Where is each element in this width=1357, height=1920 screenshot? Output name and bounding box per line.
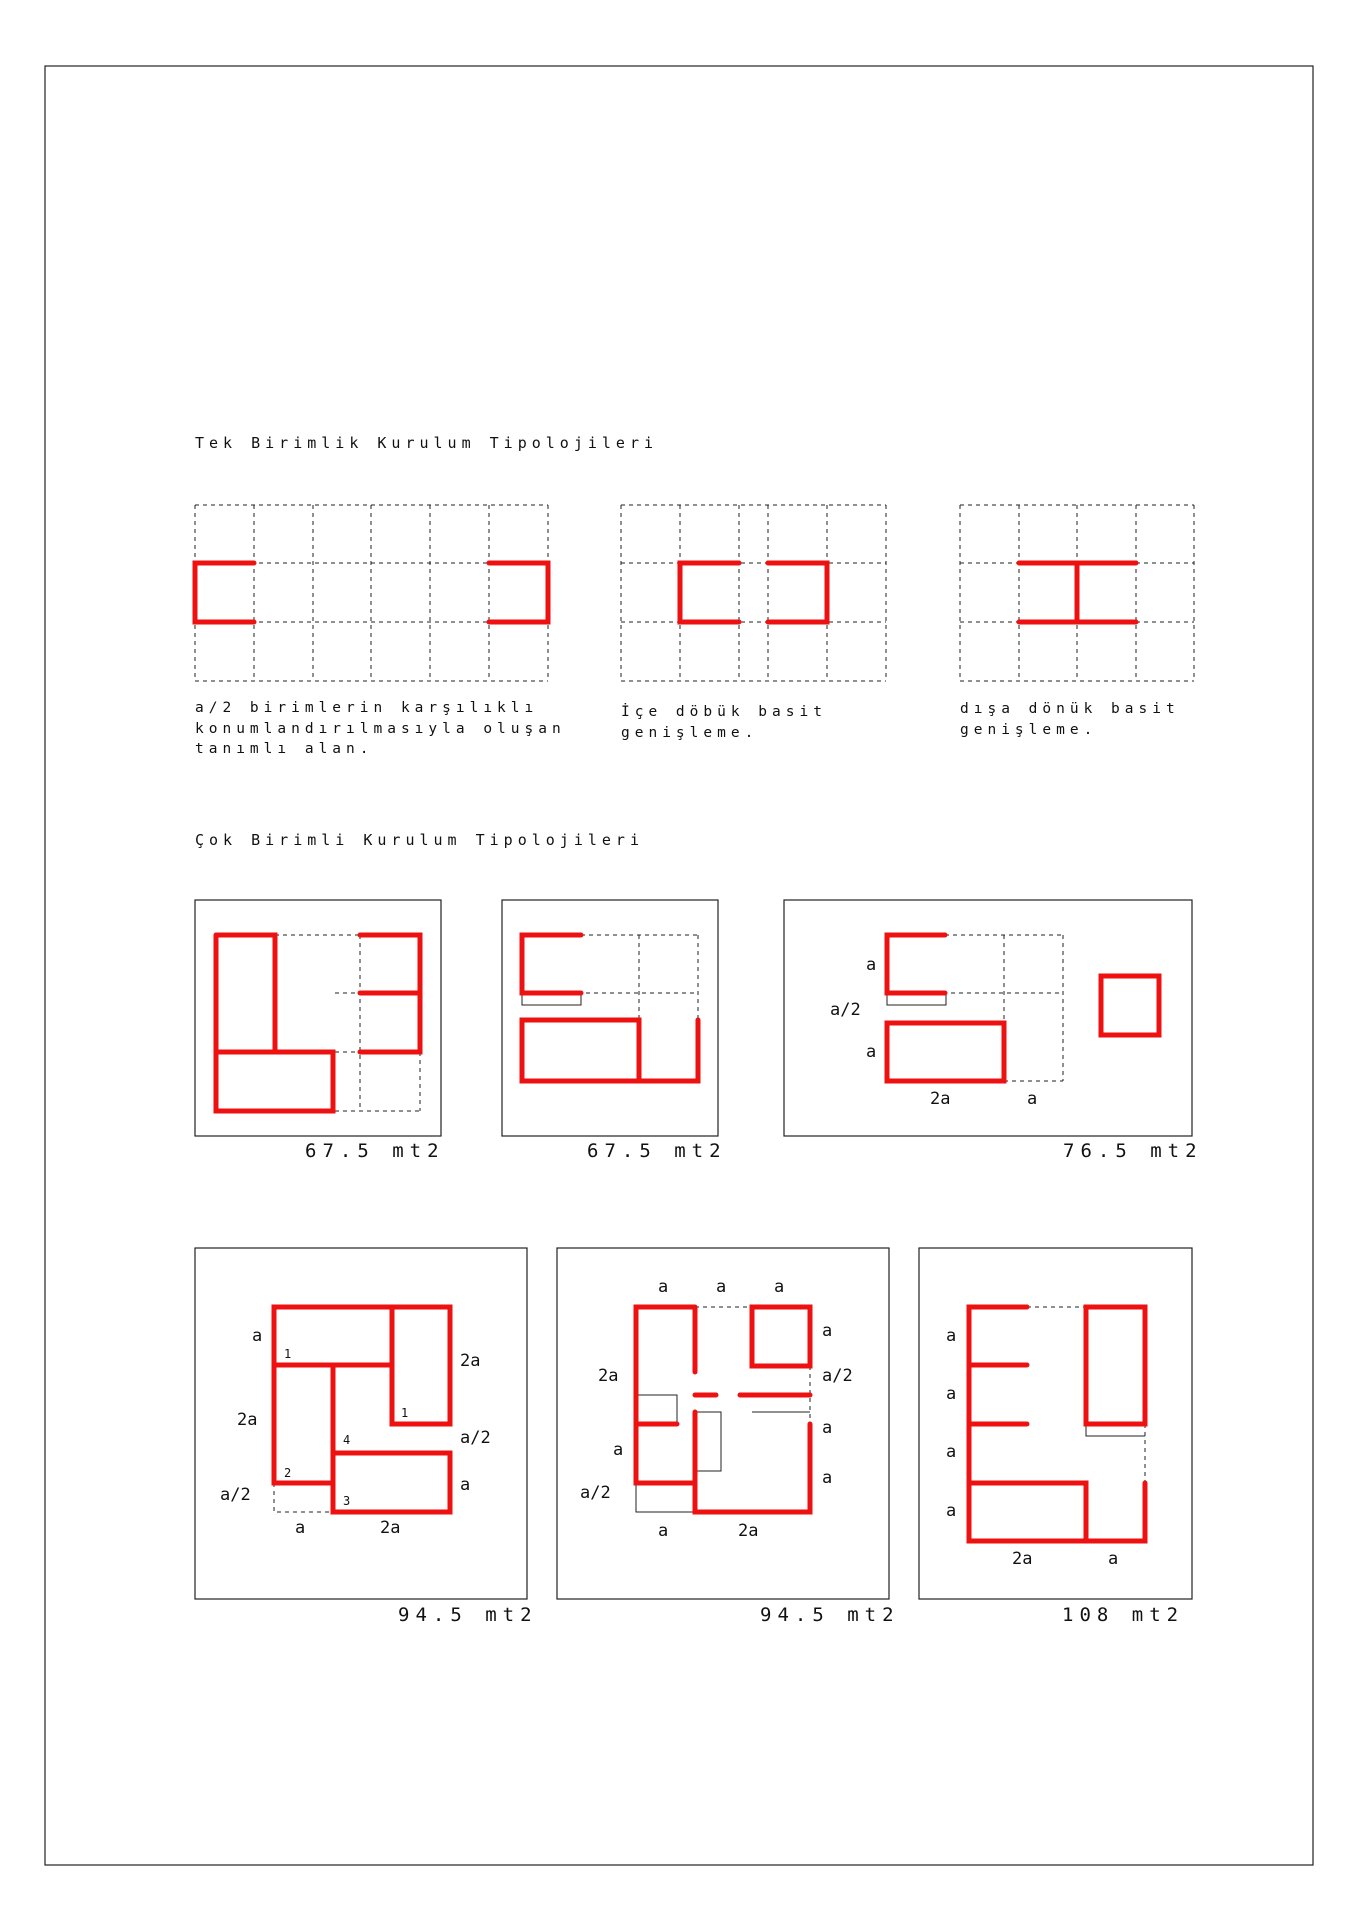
wall-bottom-unit: [522, 1020, 698, 1081]
dimension-label: 2a: [930, 1089, 951, 1109]
wall-top-bar: [274, 1307, 392, 1365]
dimension-label: a: [866, 955, 877, 975]
multi-unit-panel-3: [784, 900, 1203, 1162]
wall-bottom-unit: [969, 1483, 1145, 1541]
wall-rect-unit: [887, 1023, 1004, 1081]
dimension-label: a: [822, 1468, 833, 1488]
unit-number: 2: [284, 1466, 292, 1480]
dimension-label: 2a: [598, 1366, 619, 1386]
wall-unit-b: [768, 563, 827, 622]
unit-number: 1: [284, 1347, 292, 1361]
multi-unit-panel-6: [919, 1248, 1192, 1626]
dimension-label: a: [822, 1321, 833, 1341]
wall-main-unit: [695, 1412, 810, 1512]
wall-bottom-block: [333, 1453, 450, 1512]
wall-tall-unit: [1086, 1307, 1145, 1424]
dimension-label: a: [252, 1326, 263, 1346]
unit-number: 1: [401, 1406, 409, 1420]
dimension-label: 2a: [738, 1521, 759, 1541]
dimension-label: a: [822, 1418, 833, 1438]
single-unit-diagram-2: [621, 505, 886, 741]
dimension-label: a: [946, 1384, 957, 1404]
dimension-label: a/2: [830, 1000, 861, 1020]
dimension-label: 2a: [1012, 1549, 1033, 1569]
wall-unit-h: [1019, 563, 1136, 622]
wall-e-unit: [969, 1307, 1027, 1483]
wall-unit-right: [489, 563, 548, 622]
dimension-label: a: [946, 1442, 957, 1462]
multi-unit-heading: Çok Birimli Kurulum Tipolojileri: [195, 831, 644, 849]
wall-e-unit: [360, 935, 420, 1052]
dimension-label: 2a: [460, 1351, 481, 1371]
area-label: 108 mt2: [1062, 1604, 1185, 1626]
wall-c-unit: [887, 935, 945, 993]
wall-top-right-unit: [752, 1307, 810, 1366]
dimension-label: a: [866, 1042, 877, 1062]
caption-line: genişleme.: [960, 722, 1098, 738]
wall-square-unit: [1101, 976, 1159, 1035]
unit-number: 3: [343, 1494, 351, 1508]
dimension-label: a/2: [460, 1428, 491, 1448]
unit-number: 4: [343, 1433, 351, 1447]
dimension-label: a: [774, 1277, 785, 1297]
dimension-label: 2a: [380, 1518, 401, 1538]
dimension-label: 2a: [237, 1410, 258, 1430]
thin-outline: [636, 1395, 810, 1512]
dimension-label: a/2: [580, 1483, 611, 1503]
dimension-label: a/2: [220, 1485, 251, 1505]
dimension-label: a: [613, 1440, 624, 1460]
panel-frame: [919, 1248, 1192, 1599]
multi-unit-panel-2: [502, 900, 727, 1162]
caption-line: tanımlı alan.: [195, 741, 374, 757]
wall-unit-left: [195, 563, 254, 622]
grid-lines-1: [195, 505, 548, 681]
caption-line: a/2 birimlerin karşılıklı: [195, 700, 539, 716]
dimension-label: a: [1108, 1549, 1119, 1569]
area-label: 76.5 mt2: [1063, 1140, 1203, 1162]
page-border: [45, 66, 1313, 1865]
dimension-label: a: [716, 1277, 727, 1297]
dimension-label: a: [658, 1521, 669, 1541]
caption-line: genişleme.: [621, 725, 759, 741]
single-unit-diagram-3: [960, 505, 1194, 738]
caption-line: konumlandırılmasıyla oluşan: [195, 721, 566, 737]
area-label: 94.5 mt2: [398, 1604, 538, 1626]
wall-left-block: [274, 1365, 333, 1483]
caption-line: İçe döbük basit: [621, 704, 827, 720]
caption-line: dışa dönük basit: [960, 701, 1180, 717]
panel-grid: [887, 935, 1063, 1081]
dimension-label: a: [460, 1475, 471, 1495]
panel-grid: [522, 935, 698, 1020]
single-unit-heading: Tek Birimlik Kurulum Tipolojileri: [195, 434, 659, 452]
multi-unit-panel-1: [195, 900, 445, 1162]
dimension-label: a: [295, 1518, 306, 1538]
dimension-label: a: [1027, 1089, 1038, 1109]
dimension-label: a/2: [822, 1366, 853, 1386]
multi-unit-panel-4: [195, 1248, 538, 1626]
wall-l-unit: [216, 935, 333, 1111]
panel-grid: [275, 935, 420, 1111]
dimension-label: a: [946, 1501, 957, 1521]
area-label: 94.5 mt2: [760, 1604, 900, 1626]
wall-c-unit: [522, 935, 581, 993]
single-unit-diagram-1: [195, 505, 566, 757]
area-label: 67.5 mt2: [587, 1140, 727, 1162]
dashed-edge: [274, 1483, 333, 1512]
panel-frame: [557, 1248, 889, 1599]
grid-lines-2: [621, 505, 886, 681]
dimension-label: a: [658, 1277, 669, 1297]
area-label: 67.5 mt2: [305, 1140, 445, 1162]
wall-unit-a: [680, 563, 739, 622]
multi-unit-panel-5: [557, 1248, 900, 1626]
dimension-label: a: [946, 1326, 957, 1346]
